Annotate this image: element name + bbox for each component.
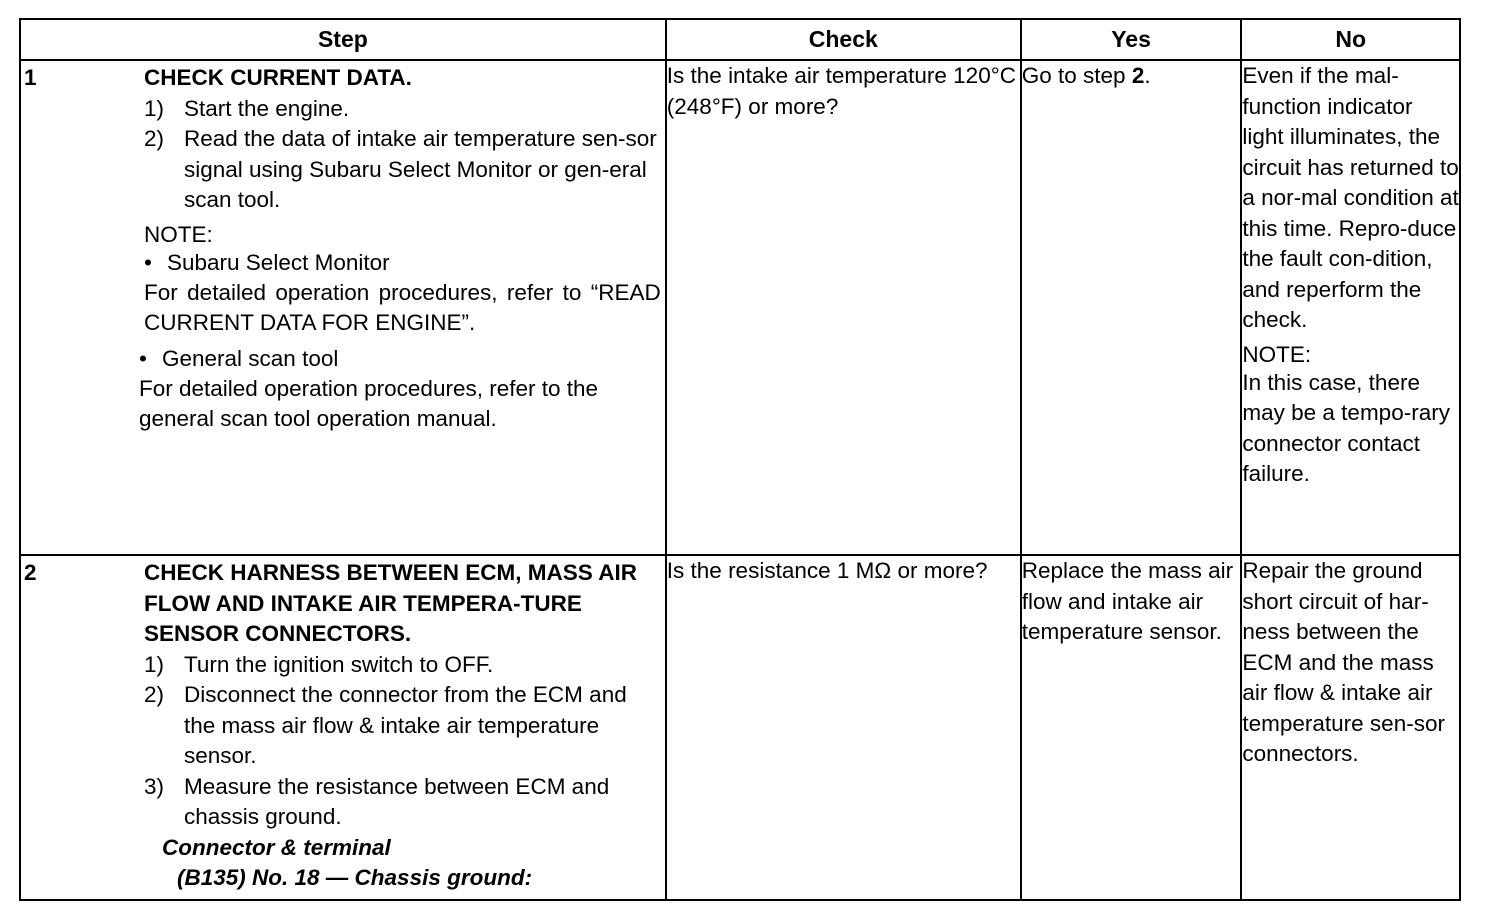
no-note-text: In this case, there may be a tempo-rary connector contact failure. [1242,369,1450,486]
yes-prefix: Go to step [1021,63,1132,88]
header-row [20,19,1460,60]
step-cell [20,60,666,555]
check-text: Is the resistance 1 MΩ or more? [666,558,988,583]
list-item [144,124,661,216]
yes-text [1022,61,1241,92]
no-cell [1241,60,1460,555]
no-note-label: NOTE: [1242,341,1312,367]
bullet-text: For detailed operation procedures, refer to the general scan tool operation manual. [139,375,599,431]
header-check: Check [666,19,1021,60]
yes-text: Replace the mass air flow and intake air temperature sensor. [1021,558,1234,644]
diagnostic-table [19,18,1461,901]
table-row [20,555,1460,900]
no-cell [1241,555,1460,900]
step-body [21,61,665,435]
bullet-label: Subaru Select Monitor [167,249,390,275]
bullet-item [144,248,661,278]
yes-step-link: 2 [1131,63,1145,88]
bullet-item [139,344,661,374]
bullet-dot-icon: • [144,249,152,275]
yes-cell [1021,555,1242,900]
yes-cell [1021,60,1242,555]
list-item-text: Read the data of intake air temperature sen-sor signal using Subaru Select Monitor or gen-eral scan tool. [184,126,657,212]
header-no: No [1241,19,1460,60]
list-item [144,650,661,681]
bullet-label: General scan tool [162,345,339,371]
bullet-dot-icon: • [139,345,147,371]
table-row [20,60,1460,555]
yes-suffix: . [1144,63,1151,88]
check-text: Is the intake air temperature 120°C (248°F) or more? [666,63,1016,119]
spec-heading: Connector & terminal [162,834,391,860]
check-cell [666,555,1021,900]
list-item-number: 1) [144,651,165,677]
step-title: CHECK HARNESS BETWEEN ECM, MASS AIR FLOW AND INTAKE AIR TEMPERA-TURE SENSOR CONNECTORS. [144,560,637,646]
list-item [144,680,661,772]
check-cell [666,60,1021,555]
list-item-number: 1) [144,95,165,121]
no-text: Repair the ground short circuit of har-ness between the ECM and the mass air flow & intake air temperature sen-sor connectors. [1242,558,1445,766]
note-label: NOTE: [144,221,213,247]
list-item-number: 3) [144,773,165,799]
list-item-text: Turn the ignition switch to OFF. [184,651,494,677]
list-item-text: Start the engine. [184,95,350,121]
list-item-number: 2) [144,682,165,707]
list-item [144,772,661,833]
header-step: Step [20,19,666,60]
step-body [21,556,665,894]
header-yes: Yes [1021,19,1242,60]
bullet-text: For detailed operation procedures, refer to “READ CURRENT DATA FOR ENGINE”. [144,279,661,335]
list-item-text: Disconnect the connector from the ECM and the mass air flow & intake air temperature sensor. [184,682,627,768]
list-item-text: Measure the resistance between ECM and chassis ground. [184,773,610,829]
list-item [144,94,661,125]
step-cell [20,555,666,900]
no-text: Even if the mal-function indicator light illuminates, the circuit has returned to a nor-mal condition at this time. Repro-duce the fault con-dition, and reperform the check. [1242,63,1459,332]
step-number: 2 [24,560,37,585]
step-number: 1 [24,65,37,90]
step-title: CHECK CURRENT DATA. [144,65,412,90]
spec-item: (B135) No. 18 — Chassis ground: [177,865,533,890]
list-item-number: 2) [144,126,165,151]
